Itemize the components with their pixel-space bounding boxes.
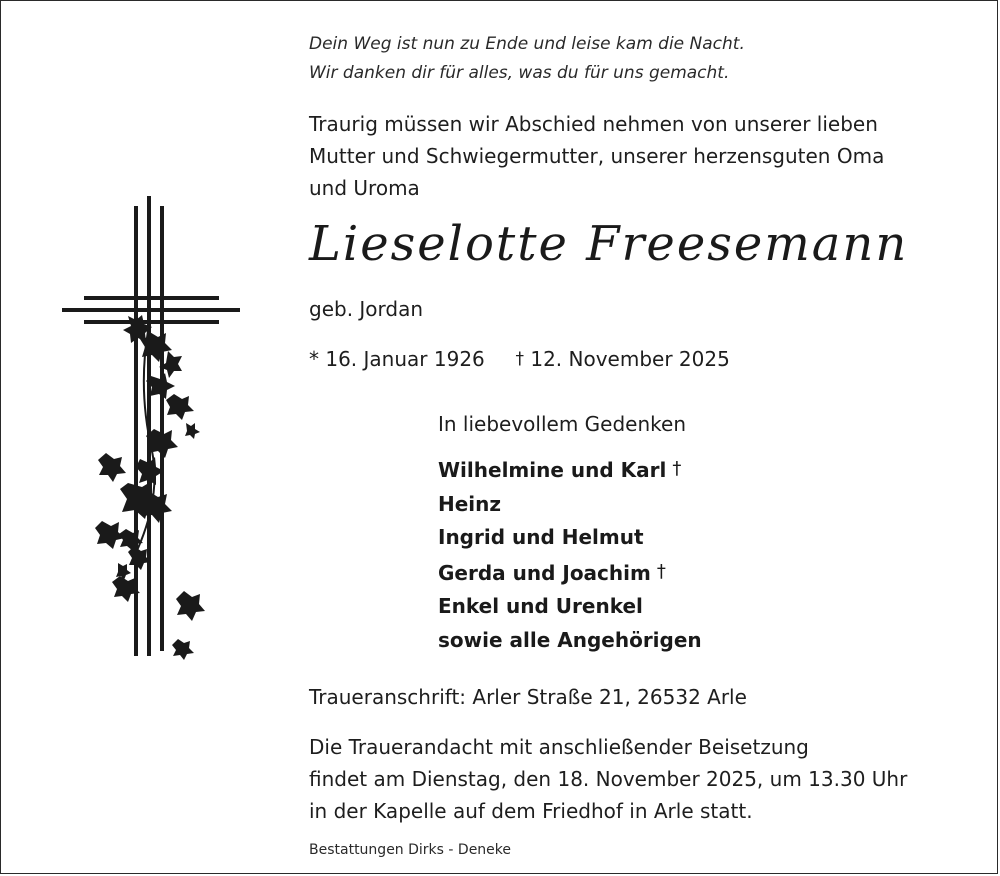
ceremony-line-3: in der Kapelle auf dem Friedhof in Arle statt.	[309, 799, 753, 823]
ceremony-line-2: findet am Dienstag, den 18. November 2025, um 13.30 Uhr	[309, 767, 908, 791]
maiden-name: geb. Jordan	[309, 297, 424, 321]
cross-with-ivy-icon	[56, 191, 246, 666]
mourning-address: Traueranschrift: Arler Straße 21, 26532 Arle	[309, 685, 747, 709]
family-member: Enkel und Urenkel	[438, 594, 643, 618]
poem-line-1: Dein Weg ist nun zu Ende und leise kam die Nacht.	[309, 34, 745, 54]
family-member: Heinz	[438, 491, 502, 516]
birth-date: * 16. Januar 1926	[309, 347, 485, 371]
remembrance-heading: In liebevollem Gedenken	[438, 412, 687, 436]
family-member: Gerda und Joachim †	[438, 560, 666, 585]
family-member: Wilhelmine und Karl †	[438, 458, 682, 482]
family-member: Ingrid und Helmut	[438, 525, 644, 549]
intro-line-1: Traurig müssen wir Abschied nehmen von unserer lieben	[309, 112, 878, 136]
undertaker-credit: Bestattungen Dirks - Deneke	[309, 842, 512, 858]
intro-text	[309, 108, 884, 204]
life-dates	[309, 343, 730, 375]
deceased-name: Lieselotte Freesemann	[309, 216, 909, 272]
family-list	[438, 452, 702, 657]
family-member: sowie alle Angehörigen	[438, 627, 702, 652]
ceremony-line-1: Die Trauerandacht mit anschließender Beisetzung	[309, 735, 809, 759]
intro-line-2: Mutter und Schwiegermutter, unserer herzensguten Oma	[309, 144, 885, 168]
dagger-icon: †	[656, 560, 666, 582]
death-date: 12. November 2025	[530, 347, 730, 371]
ceremony-text	[309, 731, 907, 827]
dagger-icon: †	[672, 458, 682, 479]
death-dagger-icon: †	[515, 349, 524, 369]
poem-line-2: Wir danken dir für alles, was du für uns gemacht.	[309, 63, 730, 83]
intro-line-3: und Uroma	[309, 176, 420, 200]
